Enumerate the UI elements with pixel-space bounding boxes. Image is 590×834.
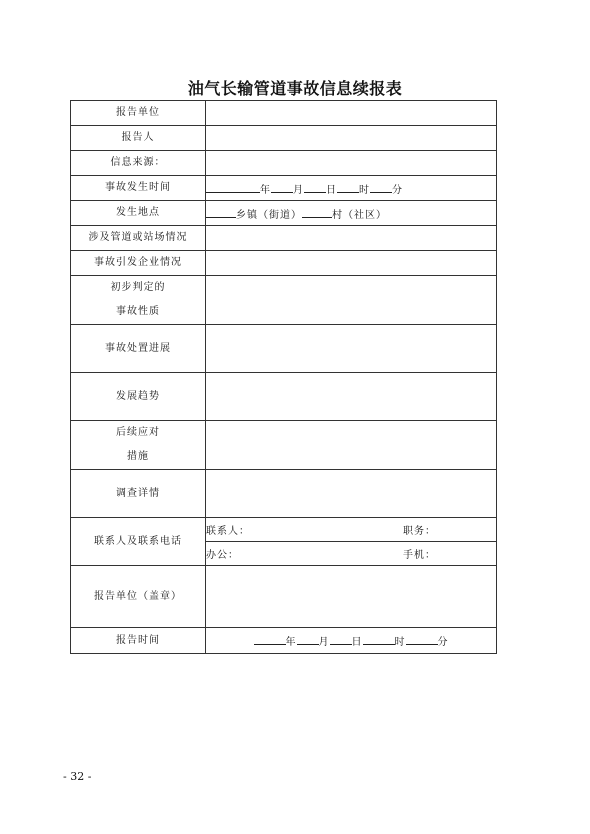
day-unit: 日 [326, 184, 337, 196]
report-year-blank[interactable] [254, 633, 286, 645]
year-unit: 年 [260, 184, 271, 196]
office-label: 办公： [206, 550, 239, 561]
field-disposal[interactable] [206, 325, 497, 373]
row-investigation [71, 470, 497, 518]
field-info-source[interactable] [206, 151, 497, 176]
label-enterprise: 事故引发企业情况 [71, 251, 206, 276]
label-disposal: 事故处置进展 [71, 325, 206, 373]
day-blank[interactable] [304, 181, 326, 193]
row-info-source [71, 151, 497, 176]
mobile-label: 手机： [403, 550, 436, 561]
field-location[interactable] [206, 201, 497, 226]
label-location: 发生地点 [71, 201, 206, 226]
village-unit: 村（社区） [332, 209, 387, 221]
field-measures[interactable] [206, 421, 497, 470]
label-contact: 联系人及联系电话 [71, 518, 206, 566]
month-unit: 月 [293, 184, 304, 196]
report-minute-blank[interactable] [406, 633, 438, 645]
label-nature-line1: 初步判定的 [110, 282, 166, 293]
report-hour-unit: 时 [394, 637, 406, 648]
row-reporter [71, 126, 497, 151]
label-stamp: 报告单位（盖章） [71, 566, 206, 628]
row-location [71, 201, 497, 226]
field-contact-person-position[interactable] [206, 518, 497, 542]
town-blank[interactable] [206, 206, 236, 218]
field-trend[interactable] [206, 373, 497, 421]
minute-unit: 分 [392, 184, 403, 196]
report-form-table [70, 100, 497, 654]
row-enterprise [71, 251, 497, 276]
report-year-unit: 年 [285, 637, 297, 648]
label-trend: 发展趋势 [71, 373, 206, 421]
field-pipeline-station[interactable] [206, 226, 497, 251]
hour-blank[interactable] [337, 181, 359, 193]
row-pipeline-station [71, 226, 497, 251]
field-nature[interactable] [206, 276, 497, 325]
field-accident-time[interactable] [206, 176, 497, 201]
village-blank[interactable] [302, 206, 332, 218]
page-number: - 32 - [63, 770, 92, 783]
field-report-time[interactable] [206, 628, 497, 654]
row-trend [71, 373, 497, 421]
label-nature-line2: 事故性质 [116, 306, 160, 317]
year-blank[interactable] [206, 181, 260, 193]
field-office-mobile[interactable] [206, 542, 497, 566]
label-nature [71, 276, 206, 325]
field-report-unit[interactable] [206, 101, 497, 126]
month-blank[interactable] [271, 181, 293, 193]
contact-person-label: 联系人： [206, 526, 250, 537]
label-report-time: 报告时间 [71, 628, 206, 654]
row-contact-1 [71, 518, 497, 542]
position-label: 职务： [403, 526, 436, 537]
field-stamp[interactable] [206, 566, 497, 628]
report-month-unit: 月 [318, 637, 330, 648]
row-measures [71, 421, 497, 470]
field-investigation[interactable] [206, 470, 497, 518]
label-investigation: 调查详情 [71, 470, 206, 518]
row-stamp [71, 566, 497, 628]
town-unit: 乡镇（街道） [236, 209, 302, 221]
hour-unit: 时 [359, 184, 370, 196]
row-report-unit [71, 101, 497, 126]
report-month-blank[interactable] [297, 633, 319, 645]
field-enterprise[interactable] [206, 251, 497, 276]
minute-blank[interactable] [370, 181, 392, 193]
report-day-unit: 日 [351, 637, 363, 648]
report-hour-blank[interactable] [363, 633, 395, 645]
label-report-unit: 报告单位 [71, 101, 206, 126]
row-disposal [71, 325, 497, 373]
label-measures-line2: 措施 [127, 451, 149, 462]
form-title: 油气长输管道事故信息续报表 [187, 79, 403, 98]
label-measures [71, 421, 206, 470]
row-report-time [71, 628, 497, 654]
report-minute-unit: 分 [437, 637, 449, 648]
label-pipeline-station: 涉及管道或站场情况 [71, 226, 206, 251]
label-reporter: 报告人 [71, 126, 206, 151]
field-reporter[interactable] [206, 126, 497, 151]
label-measures-line1: 后续应对 [116, 427, 160, 438]
row-accident-time [71, 176, 497, 201]
label-accident-time: 事故发生时间 [71, 176, 206, 201]
label-info-source: 信息来源： [71, 151, 206, 176]
row-nature [71, 276, 497, 325]
report-day-blank[interactable] [330, 633, 352, 645]
